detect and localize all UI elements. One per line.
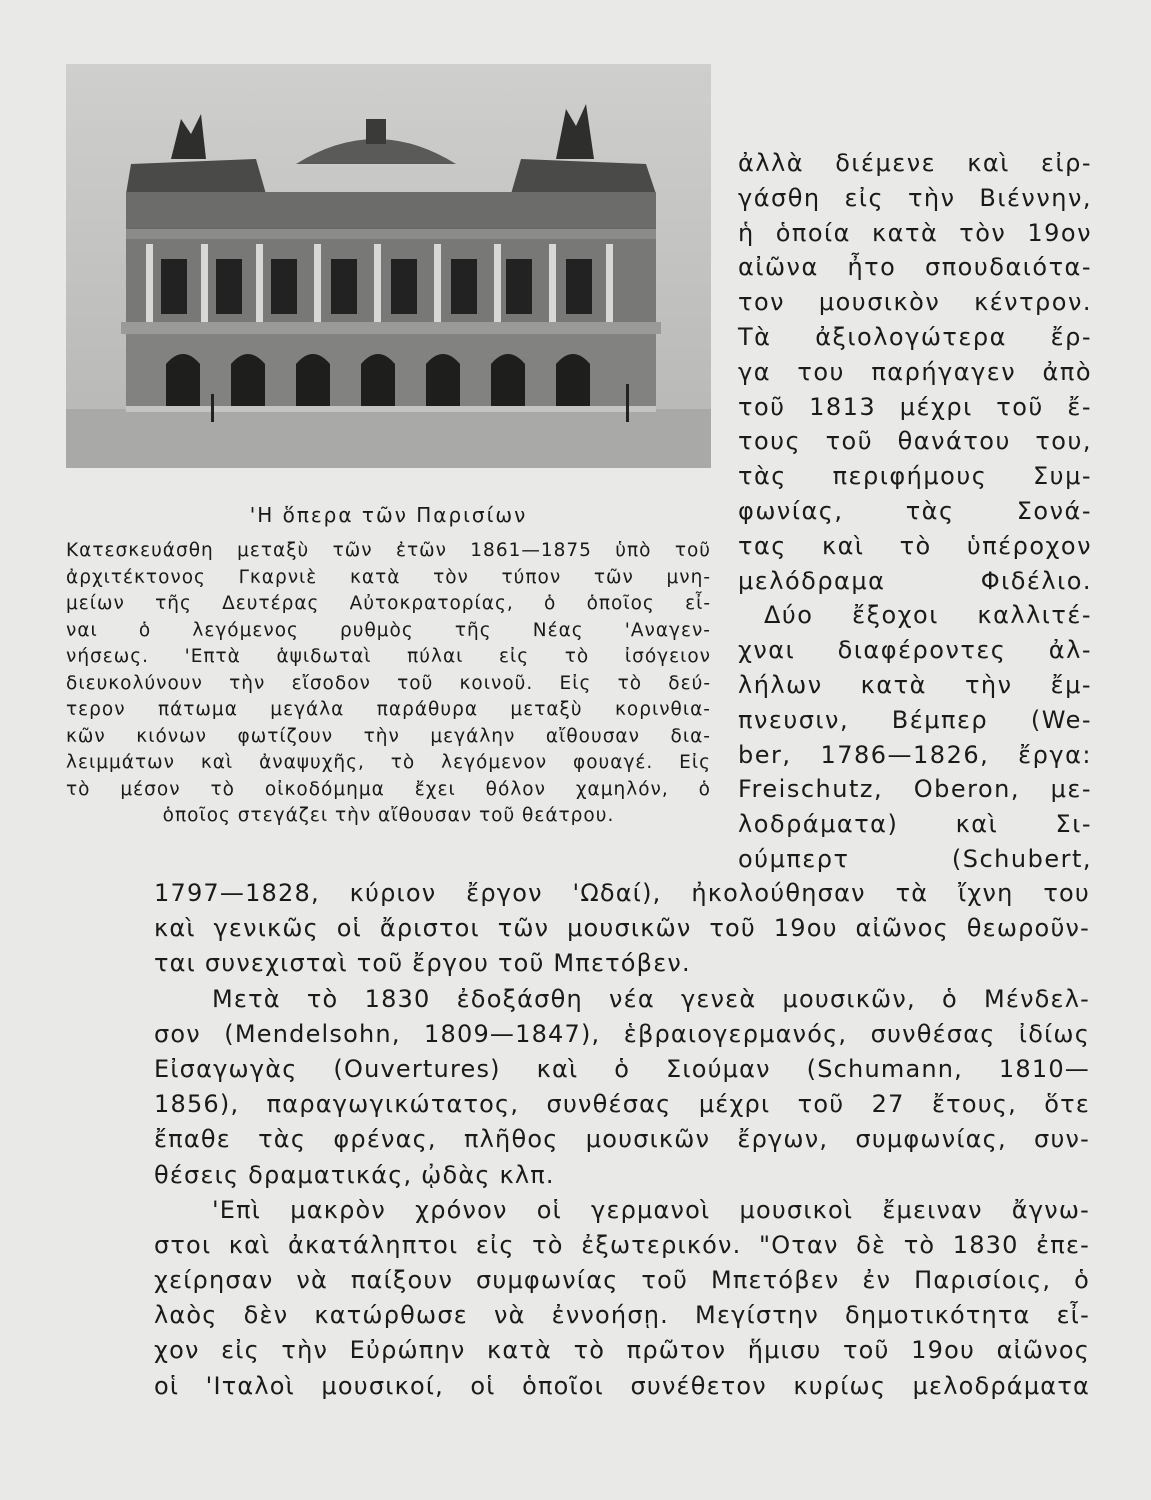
text-line: τοῦ 1813 μέχρι τοῦ ἔ-	[738, 392, 1092, 421]
caption-line: λειμμάτων καὶ ἀναψυχῆς, τὸ λεγόμενον φουαγέ. Εἰς	[66, 752, 711, 773]
text-line: χναι διαφέροντες ἀλ-	[738, 636, 1092, 665]
caption-line: Κατεσκευάσθη μεταξὺ τῶν ἐτῶν 1861—1875 ὑπὸ τοῦ	[66, 540, 711, 561]
caption-line: ὁποῖος στεγάζει τὴν αἴθουσαν τοῦ θεάτρου.	[162, 805, 615, 826]
text-line: πνευσιν, Βέμπερ (We-	[738, 705, 1092, 734]
text-line: οἱ 'Ιταλοὶ μουσικοί, οἱ ὁποῖοι συνέθετον κυρίως μελοδράματα	[154, 1371, 1090, 1400]
caption-line: ναι ὁ λεγόμενος ρυθμὸς τῆς Νέας 'Αναγεν-	[66, 619, 711, 641]
text-line: Μετὰ τὸ 1830 ἐδοξάσθη νέα γενεὰ μουσικῶν, ὁ Μένδελ-	[212, 984, 1090, 1013]
text-line: ἔπαθε τὰς φρένας, πλῆθος μουσικῶν ἔργων, συμφωνίας, συν-	[154, 1125, 1090, 1154]
text-line: ber, 1786—1826, ἔργα:	[738, 740, 1092, 769]
caption-line: νήσεως. 'Επτὰ ἁψιδωταὶ πύλαι εἰς τὸ ἰσόγειον	[66, 646, 711, 667]
text-line: ἡ ὁποία κατὰ τὸν 19ον	[738, 218, 1092, 247]
text-line: ται συνεχισταὶ τοῦ ἔργου τοῦ Μπετόβεν.	[154, 949, 691, 978]
text-line: λοδράματα) καὶ Σι-	[738, 810, 1092, 839]
opera-building-photo	[66, 64, 711, 468]
caption-line: κῶν κιόνων φωτίζουν τὴν μεγάλην αἴθουσαν δια-	[66, 725, 711, 747]
main-body-text	[154, 876, 1090, 1404]
figure-caption-body	[66, 538, 711, 830]
text-line: 1856), παραγωγικώτατος, συνθέσας μέχρι τοῦ 27 ἔτους, ὅτε	[154, 1090, 1090, 1119]
text-line: καὶ γενικῶς οἱ ἄριστοι τῶν μουσικῶν τοῦ 19ου αἰῶνος θεωροῦν-	[154, 914, 1090, 943]
text-line: ἀλλὰ διέμενε καὶ εἰρ-	[738, 149, 1092, 177]
text-line: τους τοῦ θανάτου του,	[738, 427, 1092, 456]
text-line: μελόδραμα Φιδέλιο.	[738, 566, 1092, 595]
figure-caption-title: 'Η ὅπερα τῶν Παρισίων	[249, 503, 528, 527]
caption-line: διευκολύνουν τὴν εἴσοδον τοῦ κοινοῦ. Εἰς τὸ δεύ-	[66, 672, 711, 694]
text-line: σον (Mendelsohn, 1809—1847), ἑβραιογερμανός, συνθέσας ἰδίως	[154, 1019, 1090, 1048]
text-line: 1797—1828, κύριον ἔργον 'Ωδαί), ἠκολούθησαν τὰ ἴχνη του	[154, 879, 1090, 907]
caption-line: μείων τῆς Δευτέρας Αὐτοκρατορίας, ὁ ὁποῖος εἶ-	[66, 593, 711, 614]
opera-building-illustration	[66, 64, 711, 468]
text-line: 'Επὶ μακρὸν χρόνον οἱ γερμανοὶ μουσικοὶ ἔμειναν ἄγνω-	[212, 1195, 1090, 1224]
text-line: τὰς περιφήμους Συμ-	[738, 462, 1092, 491]
text-line: λήλων κατὰ τὴν ἔμ-	[738, 670, 1092, 699]
caption-line: τὸ μέσον τὸ οἰκοδόμημα ἔχει θόλον χαμηλόν, ὁ	[66, 778, 711, 800]
text-line: ούμπερτ (Schubert,	[738, 844, 1092, 873]
text-line: Δύο ἔξοχοι καλλιτέ-	[764, 601, 1092, 630]
text-line: θέσεις δραματικάς, ᾠδὰς κλπ.	[154, 1160, 555, 1189]
text-line: χον εἰς τὴν Εὐρώπην κατὰ τὸ πρῶτον ἥμισυ τοῦ 19ου αἰῶνος	[154, 1336, 1090, 1365]
text-line: Εἰσαγωγὰς (Ouvertures) καὶ ὁ Σιούμαν (Schumann, 1810—	[154, 1054, 1090, 1083]
caption-line: τερον πάτωμα μεγάλα παράθυρα μεταξὺ κορινθια-	[66, 699, 711, 720]
text-line: Freischutz, Oberon, με-	[738, 775, 1092, 804]
text-line: τον μουσικὸν κέντρον.	[738, 288, 1092, 317]
right-column-text	[738, 146, 1092, 877]
text-line: τας καὶ τὸ ὑπέροχον	[738, 531, 1092, 560]
text-line: γα του παρήγαγεν ἀπὸ	[738, 357, 1092, 386]
text-line: στοι καὶ ἀκατάληπτοι εἰς τὸ ἐξωτερικόν. "Οταν δὲ τὸ 1830 ἐπε-	[154, 1230, 1090, 1259]
text-line: φωνίας, τὰς Σονά-	[738, 496, 1092, 525]
text-line: Τὰ ἀξιολογώτερα ἔρ-	[738, 322, 1092, 351]
text-line: χείρησαν νὰ παίξουν συμφωνίας τοῦ Μπετόβεν ἐν Παρισίοις, ὁ	[154, 1266, 1090, 1295]
text-line: γάσθη εἰς τὴν Βιέννην,	[738, 183, 1092, 212]
text-line: λαὸς δὲν κατώρθωσε νὰ ἐννοήσῃ. Μεγίστην δημοτικότητα εἶ-	[154, 1301, 1090, 1330]
caption-line: ἀρχιτέκτονος Γκαρνιὲ κατὰ τὸν τύπον τῶν μνη-	[66, 566, 711, 588]
text-line: αἰῶνα ἦτο σπουδαιότα-	[738, 253, 1092, 282]
